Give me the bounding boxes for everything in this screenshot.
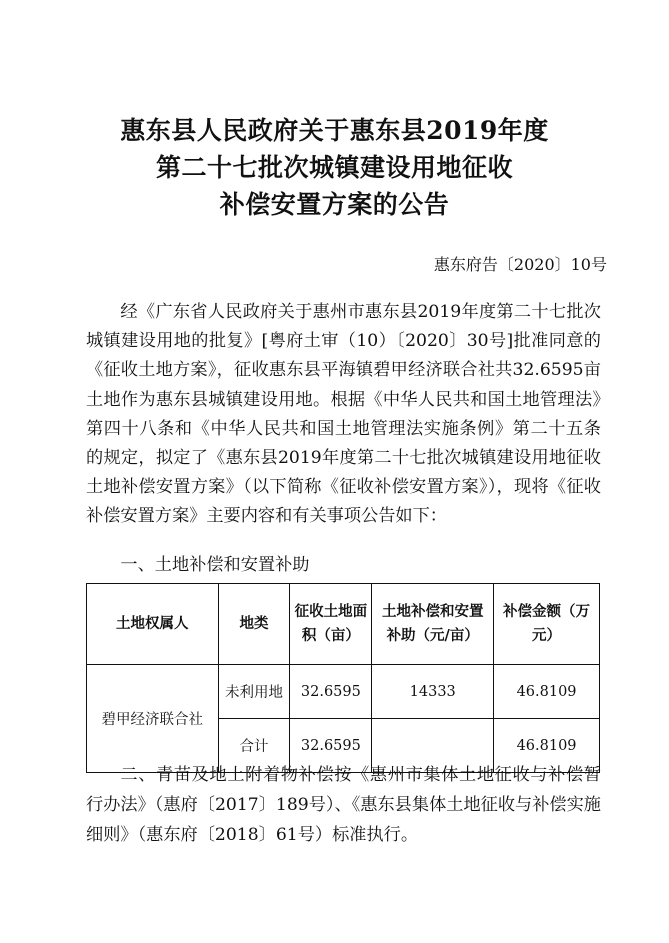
cell-area: 32.6595 — [290, 665, 372, 719]
header-area: 征收土地面积（亩） — [290, 584, 372, 665]
table-row — [87, 665, 600, 719]
compensation-table — [86, 583, 600, 773]
cell-amount: 46.8109 — [494, 719, 600, 773]
header-amount: 补偿金额（万元） — [494, 584, 600, 665]
document-number: 惠东府告〔2020〕10号 — [433, 255, 607, 274]
title-line-3: 补偿安置方案的公告 — [219, 190, 450, 219]
document-title — [0, 112, 669, 223]
cell-amount: 46.8109 — [494, 665, 600, 719]
section-2 — [86, 760, 601, 850]
cell-land-type: 未利用地 — [218, 665, 290, 719]
cell-area: 32.6595 — [290, 719, 372, 773]
cell-rate: 14333 — [372, 665, 494, 719]
section-1-heading: 一、土地补偿和安置补助 — [120, 555, 310, 575]
cell-land-type: 合计 — [218, 719, 290, 773]
paragraph-1: 经《广东省人民政府关于惠州市惠东县2019年度第二十七批次城镇建设用地的批复》[粤府土审（10）〔2020〕30号]批准同意的《征收土地方案》，征收惠东县平海镇碧甲经济联合社共32.6595亩土地作为惠东县城镇建设用地。根据《中华人民共和国土地管理法》第四十八条和《中华人民共和国土地管理法实施条例》第二十五条的规定，拟定了《惠东县2019年度第二十七批次城镇建设用地征收土地补偿安置方案》（以下简称《征收补偿安置方案》），现将《征收补偿安置方案》主要内容和有关事项公告如下： — [86, 302, 601, 527]
cell-owner: 碧甲经济联合社 — [87, 665, 219, 773]
paragraph-2: 二、青苗及地上附着物补偿按《惠州市集体土地征收与补偿暂行办法》（惠府〔2017〕189号）、《惠东县集体土地征收与补偿实施细则》（惠东府〔2018〕61号）标准执行。 — [86, 765, 601, 845]
intro-section — [86, 298, 601, 532]
header-rate: 土地补偿和安置补助（元/亩） — [372, 584, 494, 665]
title-line-1: 惠东县人民政府关于惠东县2019年度 — [120, 116, 549, 145]
header-owner: 土地权属人 — [87, 584, 219, 665]
header-land-type: 地类 — [218, 584, 290, 665]
table-header-row — [87, 584, 600, 665]
title-line-2: 第二十七批次城镇建设用地征收 — [155, 153, 513, 182]
